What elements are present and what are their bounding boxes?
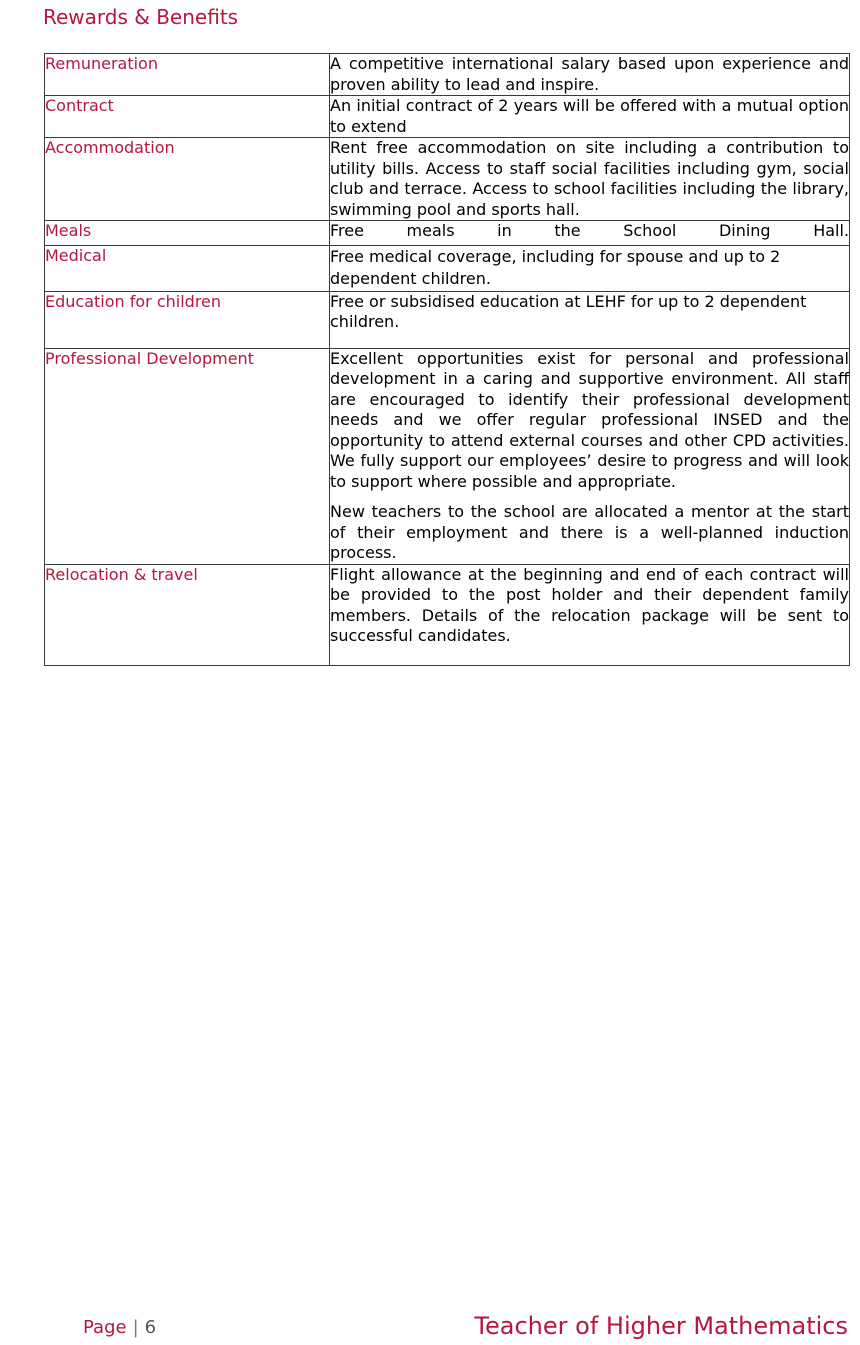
benefit-row-education bbox=[45, 291, 850, 348]
benefit-label-remuneration: Remuneration bbox=[45, 54, 330, 96]
benefit-paragraph: Free medical coverage, including for spouse and up to 2 dependent children. bbox=[330, 246, 781, 288]
benefits-table bbox=[44, 53, 850, 666]
footer-separator: | bbox=[132, 1317, 139, 1338]
benefit-row-contract bbox=[45, 96, 850, 138]
benefit-label-medical: Medical bbox=[45, 245, 330, 291]
benefit-description-accommodation bbox=[330, 138, 850, 221]
page-number: 6 bbox=[144, 1317, 157, 1338]
benefit-row-remuneration bbox=[45, 54, 850, 96]
benefit-row-accommodation bbox=[45, 138, 850, 221]
benefit-row-professional-development bbox=[45, 348, 850, 564]
benefit-paragraph: Rent free accommodation on site including a contribution to utility bills. Access to staff social facilities including gym, social club and terrace. Access to school facilities including the library, swimming pool and sports hall. bbox=[330, 138, 849, 219]
document-title: Teacher of Higher Mathematics bbox=[474, 1312, 848, 1340]
page-heading: Rewards & Benefits bbox=[43, 5, 239, 29]
benefit-description-medical bbox=[330, 245, 850, 291]
benefit-label-education: Education for children bbox=[45, 291, 330, 348]
benefit-label-meals: Meals bbox=[45, 221, 330, 246]
benefit-description-meals bbox=[330, 221, 850, 246]
benefit-description-remuneration bbox=[330, 54, 850, 96]
benefit-paragraph: Free or subsidised education at LEHF for up to 2 dependent children. bbox=[330, 291, 807, 331]
benefit-description-contract bbox=[330, 96, 850, 138]
benefit-paragraph: New teachers to the school are allocated a mentor at the start of their employment and there is a well-planned induction process. bbox=[330, 502, 849, 562]
benefit-label-professional-development: Professional Development bbox=[45, 348, 330, 564]
benefit-row-relocation bbox=[45, 564, 850, 665]
benefit-paragraph: An initial contract of 2 years will be offered with a mutual option to extend bbox=[330, 96, 849, 136]
benefit-label-relocation: Relocation & travel bbox=[45, 564, 330, 665]
benefit-description-professional-development bbox=[330, 348, 850, 564]
benefit-paragraph: Excellent opportunities exist for personal and professional development in a caring and supportive environment. All staff are encouraged to identify their professional development needs and we offer regular professional INSED and the opportunity to attend external courses and other CPD activities. We fully support our employees’ desire to progress and will look to support where possible and appropriate. bbox=[330, 348, 849, 491]
page-label: Page bbox=[83, 1317, 127, 1338]
benefit-paragraph: A competitive international salary based upon experience and proven ability to lead and inspire. bbox=[330, 54, 849, 94]
benefit-description-relocation bbox=[330, 564, 850, 665]
benefit-label-accommodation: Accommodation bbox=[45, 138, 330, 221]
benefit-description-education bbox=[330, 291, 850, 348]
benefit-row-medical bbox=[45, 245, 850, 291]
benefit-row-meals bbox=[45, 221, 850, 246]
benefit-paragraph: Free meals in the School Dining Hall. bbox=[330, 221, 849, 240]
page-footer-number bbox=[83, 1317, 156, 1339]
benefit-paragraph: Flight allowance at the beginning and end of each contract will be provided to the post holder and their dependent family members. Details of the relocation package will be sent to successful candidates. bbox=[330, 564, 849, 645]
benefit-label-contract: Contract bbox=[45, 96, 330, 138]
